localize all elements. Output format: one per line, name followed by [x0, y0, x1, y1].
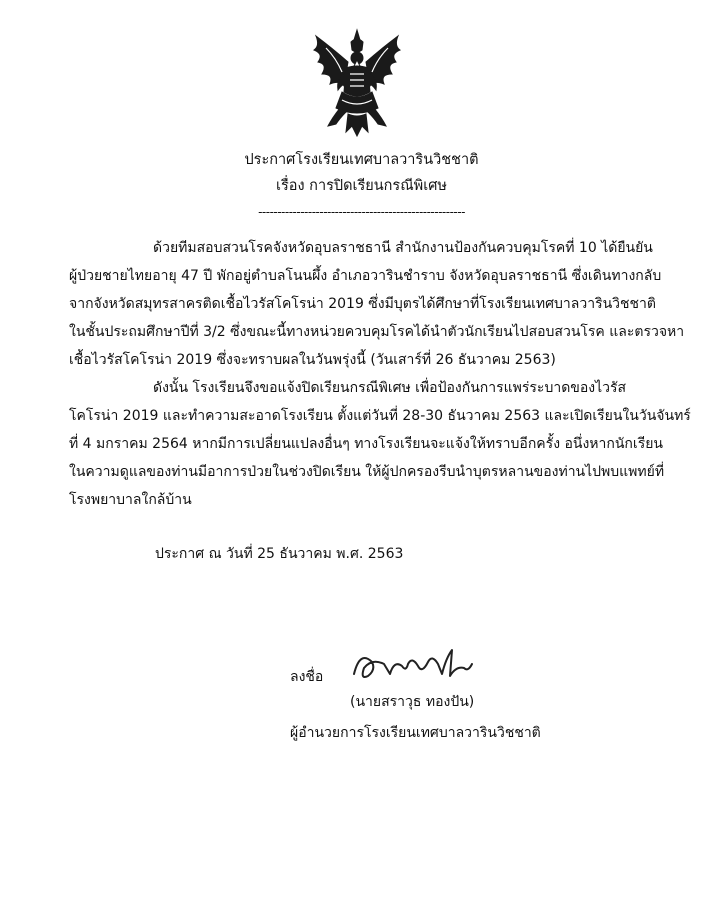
announcement-title: ประกาศโรงเรียนเทศบาลวารินวิชชาติ: [244, 152, 479, 168]
body-line: ด้วยทีมสอบสวนโรคจังหวัดอุบลราชธานี สำนักงานป้องกันควบคุมโรคที่ 10 ได้ยืนยัน: [153, 240, 653, 256]
handwritten-signature: [346, 640, 494, 690]
signature-label: ลงชื่อ: [290, 669, 324, 685]
signer-position: ผู้อำนวยการโรงเรียนเทศบาลวารินวิชชาติ: [290, 725, 541, 741]
separator-rule: ------------------------------------------------------: [258, 205, 465, 219]
signer-name: (นายสราวุธ ทองปัน): [350, 694, 475, 710]
body-line: เชื้อไวรัสโคโรน่า 2019 ซึ่งจะทราบผลในวันพรุ่งนี้ (วันเสาร์ที่ 26 ธันวาคม 2563): [69, 352, 556, 368]
body-line: ที่ 4 มกราคม 2564 หากมีการเปลี่ยนแปลงอื่นๆ ทางโรงเรียนจะแจ้งให้ทราบอีกครั้ง อนึ่งหากนักเรียน: [69, 436, 663, 452]
body-line: ในความดูแลของท่านมีอาการป่วยในช่วงปิดเรียน ให้ผู้ปกครองรีบนำบุตรหลานของท่านไปพบแพทย์ที่: [69, 464, 665, 480]
body-line: ในชั้นประถมศึกษาปีที่ 3/2 ซึ่งขณะนี้ทางหน่วยควบคุมโรคได้นำตัวนักเรียนไปสอบสวนโรค และตรวจหา: [69, 324, 685, 340]
body-line: โรงพยาบาลใกล้บ้าน: [69, 492, 192, 508]
announcement-subject: เรื่อง การปิดเรียนกรณีพิเศษ: [276, 178, 447, 194]
garuda-emblem-icon: [302, 28, 412, 138]
announcement-date: ประกาศ ณ วันที่ 25 ธันวาคม พ.ศ. 2563: [155, 546, 404, 562]
body-line: จากจังหวัดสมุทรสาครติดเชื้อไวรัสโคโรน่า 2019 ซึ่งมีบุตรได้ศึกษาที่โรงเรียนเทศบาลวารินวิชชาติ: [69, 296, 656, 312]
body-line: ผู้ป่วยชายไทยอายุ 47 ปี พักอยู่ตำบลโนนผึ้ง อำเภอวารินชำราบ จังหวัดอุบลราชธานี ซึ่งเดินทางกลับ: [69, 268, 662, 284]
body-line: โคโรน่า 2019 และทำความสะอาดโรงเรียน ตั้งแต่วันที่ 28-30 ธันวาคม 2563 และเปิดเรียนในวันจันทร์: [69, 408, 691, 424]
body-line: ดังนั้น โรงเรียนจึงขอแจ้งปิดเรียนกรณีพิเศษ เพื่อป้องกันการแพร่ระบาดของไวรัส: [153, 380, 627, 396]
